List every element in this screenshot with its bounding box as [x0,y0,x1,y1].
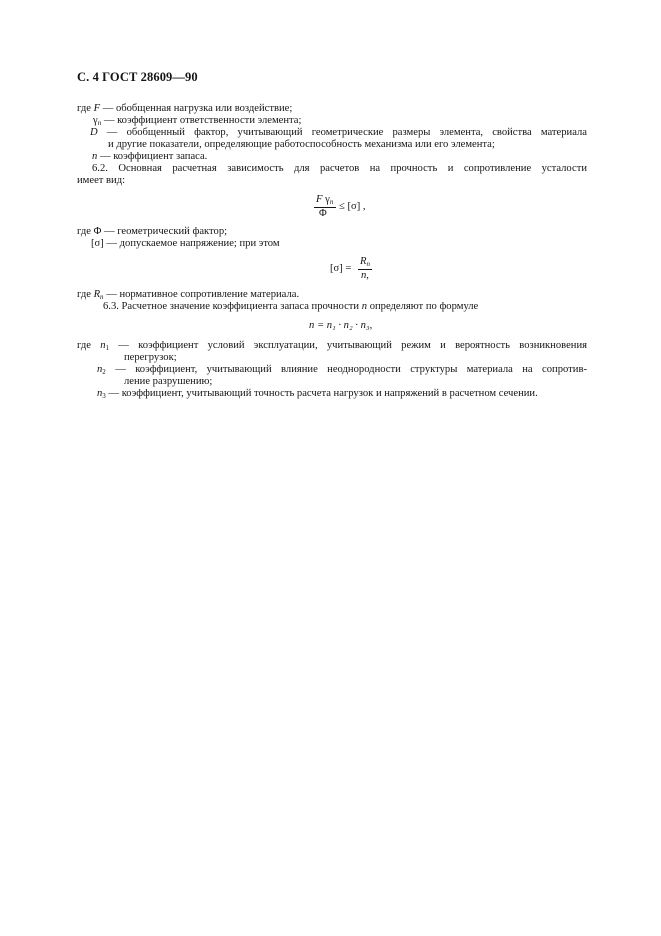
formula1-denominator: Φ [319,208,327,219]
definition-D-continued: и другие показатели, определяющие работоспособность механизма или его элемента; [108,139,495,150]
definition-F: где F — обобщенная нагрузка или воздействие; [77,103,293,114]
formula1-numerator: F $\gamma_n$ [316,194,334,206]
paragraph-6-2-continued: имеет вид: [77,175,126,186]
formula1-relation: ≤ [σ] , [339,201,366,212]
definition-R: где $R_n$ — нормативное сопротивление материала. [77,289,300,301]
definition-n1: где $n_1$ — коэффициент условий эксплуатации, учитывающий режим и вероятность возникновения [77,340,588,352]
formula3: n = n₁ · n₂ · n₃, [309,320,373,331]
formula2-lhs: [σ] = [330,263,352,274]
definition-n3: $n_3$ — коэффициент, учитывающий точность расчета нагрузок и напряжений в расчетном сечении. [97,388,538,400]
definition-Phi: где Φ — геометрический фактор; [77,226,228,237]
definition-D: D — обобщенный фактор, учитывающий геометрические размеры элемента, свойства материала [90,127,587,138]
definition-n: n — коэффициент запаса. [92,151,208,162]
definition-n2: $n_2$ — коэффициент, учитывающий влияние неоднородности структуры материала на сопротив- [97,364,587,376]
paragraph-6-2: 6.2. Основная расчетная зависимость для расчетов на прочность и сопротивление усталости [92,163,587,174]
paragraph-6-3: 6.3. Расчетное значение коэффициента запаса прочности n определяют по формуле [103,301,479,312]
formula2-numerator: $R_n$ [360,256,370,268]
definition-n1-continued: перегрузок; [124,352,177,363]
definition-gamma: $\gamma_n$ — коэффициент ответственности элемента; [93,115,302,127]
definition-sigma: [σ] — допускаемое напряжение; при этом [91,238,280,249]
formula2-denominator: n, [361,270,369,281]
definition-n2-continued: ление разрушению; [124,376,213,387]
page-header: С. 4 ГОСТ 28609—90 [77,70,198,84]
